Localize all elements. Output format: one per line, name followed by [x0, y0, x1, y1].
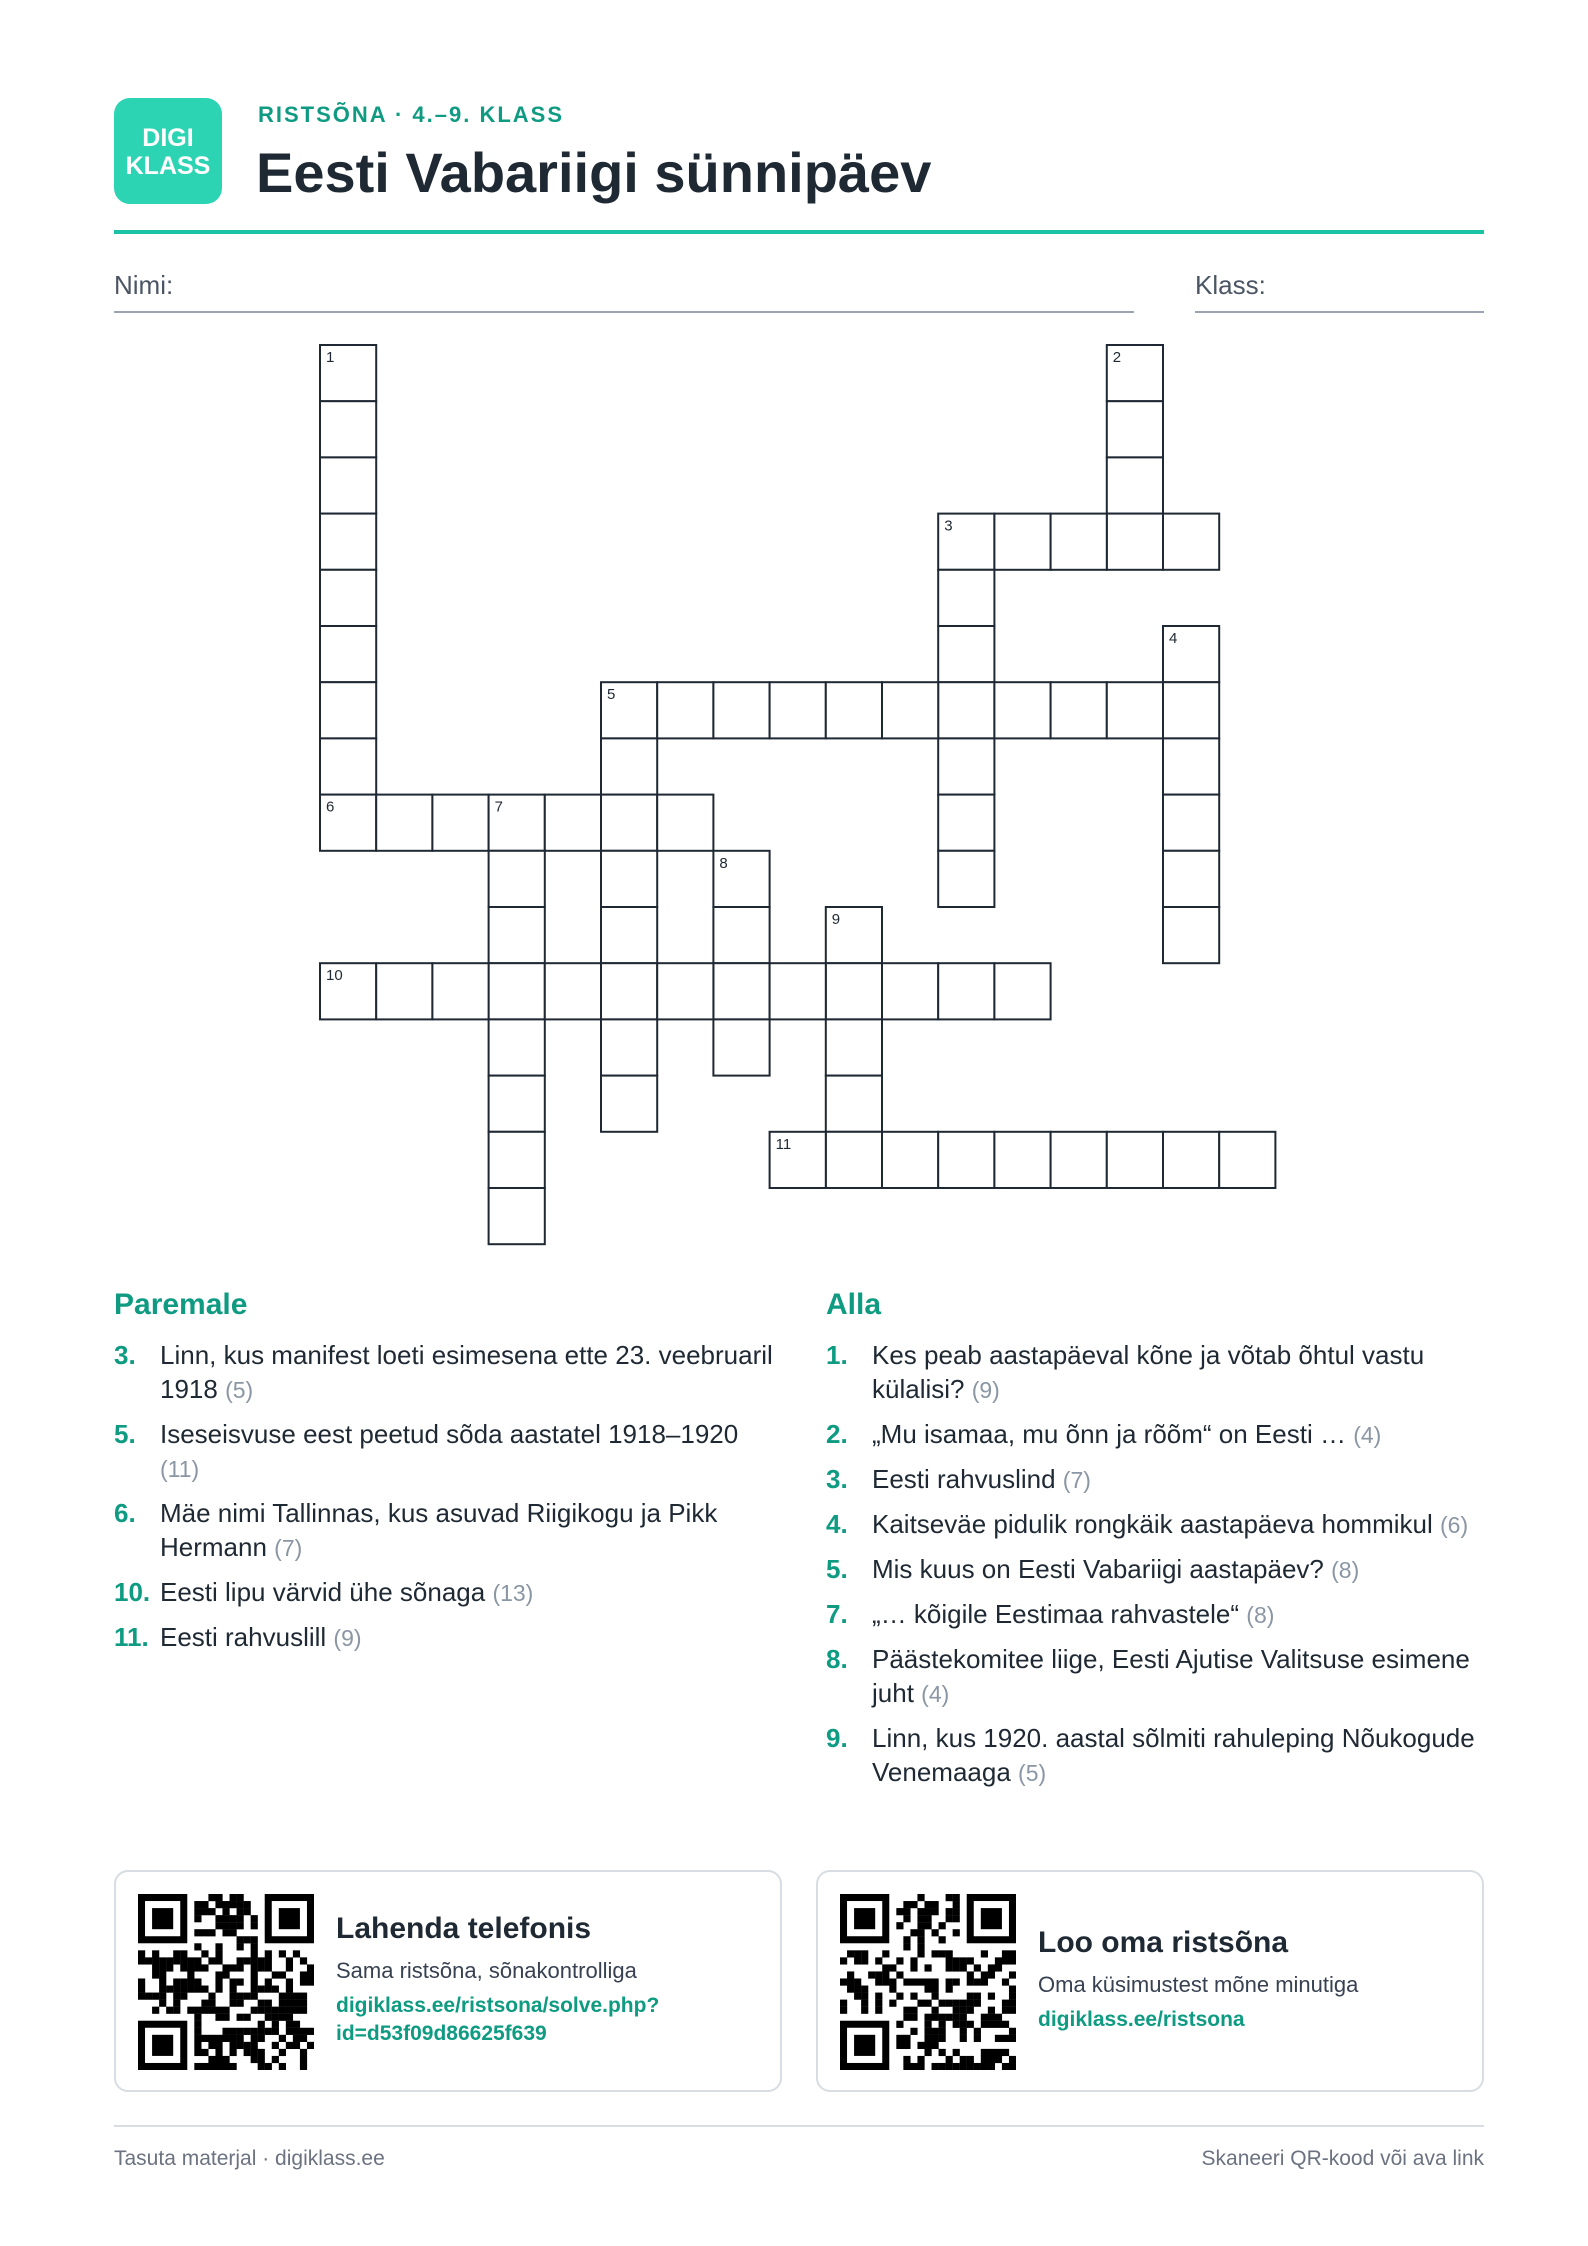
clue-text: Kaitseväe pidulik rongkäik aastapäeva hommikul [872, 1509, 1433, 1539]
across-clue-list [114, 1338, 774, 1665]
crossword-cell[interactable] [713, 1019, 769, 1075]
clue-length: (13) [492, 1580, 534, 1606]
clue-down-7 [826, 1597, 1486, 1632]
crossword-cell[interactable] [938, 570, 994, 626]
clue-length: (4) [1353, 1422, 1382, 1448]
solve-link[interactable]: digiklass.ee/ristsona/solve.php?id=d53f09d86625f639 [336, 1994, 660, 2045]
clue-length: (4) [921, 1681, 950, 1707]
crossword-cell[interactable] [320, 626, 376, 682]
clue-number: 6. [114, 1498, 136, 1528]
clue-number: 9. [826, 1723, 848, 1753]
clue-down-8 [826, 1642, 1486, 1711]
down-heading: Alla [826, 1288, 882, 1321]
clue-length: (9) [971, 1377, 1000, 1403]
crossword-cell[interactable] [601, 907, 657, 963]
crossword-cell[interactable] [376, 963, 432, 1019]
solve-on-phone-card[interactable] [114, 1870, 782, 2092]
crossword-cell[interactable] [1051, 514, 1107, 570]
footer-divider [114, 2125, 1484, 2127]
crossword-cell[interactable] [1163, 851, 1219, 907]
crossword-cell[interactable] [994, 514, 1050, 570]
crossword-cell[interactable] [713, 682, 769, 738]
clue-length: (11) [160, 1456, 200, 1482]
logo-line-2: KLASS [125, 152, 211, 180]
crossword-cell[interactable] [882, 963, 938, 1019]
clue-across-3 [114, 1338, 774, 1407]
clue-across-11 [114, 1620, 774, 1655]
crossword-cell[interactable] [1163, 682, 1219, 738]
crossword-cell[interactable] [882, 1132, 938, 1188]
clue-text: Kes peab aastapäeval kõne ja võtab õhtul vastu külalisi? [872, 1340, 1425, 1404]
crossword-cell[interactable] [376, 795, 432, 851]
create-crossword-card[interactable] [816, 1870, 1484, 2092]
clue-number: 2. [826, 1419, 848, 1449]
qr-code-solve[interactable] [138, 1894, 314, 2070]
crossword-cell[interactable] [1051, 1132, 1107, 1188]
crossword-cell[interactable] [320, 457, 376, 513]
card-title: Lahenda telefonis [336, 1912, 592, 1945]
crossword-cell[interactable] [713, 963, 769, 1019]
clue-across-6 [114, 1496, 774, 1565]
crossword-cell[interactable] [1107, 401, 1163, 457]
crossword-cell[interactable] [1163, 1132, 1219, 1188]
cell-number: 9 [831, 911, 841, 928]
crossword-cell[interactable] [320, 401, 376, 457]
crossword-cell[interactable] [826, 682, 882, 738]
logo-line-1: DIGI [142, 124, 194, 152]
clue-text: Eesti rahvuslill [160, 1622, 327, 1652]
clue-down-9 [826, 1721, 1486, 1790]
clue-text: „Mu isamaa, mu õnn ja rõõm“ on Eesti … [872, 1419, 1346, 1449]
clue-length: (7) [1062, 1467, 1091, 1493]
crossword-cell[interactable] [657, 963, 713, 1019]
crossword-cell[interactable] [1051, 682, 1107, 738]
crossword-cell[interactable] [994, 682, 1050, 738]
create-link[interactable]: digiklass.ee/ristsona [1038, 2008, 1245, 2031]
crossword-cell[interactable] [432, 795, 488, 851]
clue-down-5 [826, 1552, 1486, 1587]
clue-number: 4. [826, 1509, 848, 1539]
crossword-cell[interactable] [432, 963, 488, 1019]
clue-number: 5. [114, 1419, 136, 1449]
qr-code-create[interactable] [840, 1894, 1016, 2070]
crossword-cell[interactable] [938, 795, 994, 851]
clue-length: (8) [1246, 1602, 1275, 1628]
down-clue-list [826, 1338, 1486, 1800]
crossword-cell[interactable] [657, 795, 713, 851]
cell-number: 10 [326, 967, 343, 985]
crossword-cell[interactable] [489, 963, 545, 1019]
crossword-cell[interactable] [320, 514, 376, 570]
crossword-cell[interactable] [770, 682, 826, 738]
crossword-cell[interactable] [601, 1019, 657, 1075]
worksheet-subtitle: RISTSÕNA · 4.–9. KLASS [258, 102, 565, 127]
card-title: Loo oma ristsõna [1038, 1926, 1289, 1959]
card-subtitle: Oma küsimustest mõne minutiga [1038, 1972, 1359, 1997]
crossword-cell[interactable] [1107, 682, 1163, 738]
crossword-cell[interactable] [1219, 1132, 1275, 1188]
clue-number: 10. [114, 1577, 151, 1607]
crossword-cell[interactable] [994, 963, 1050, 1019]
crossword-cell[interactable] [1163, 795, 1219, 851]
clue-length: (5) [1018, 1760, 1047, 1786]
clue-length: (7) [274, 1535, 303, 1561]
crossword-cell[interactable] [826, 1019, 882, 1075]
clue-text: Päästekomitee liige, Eesti Ajutise Valitsuse esimene juht [872, 1644, 1470, 1708]
crossword-cell[interactable] [1163, 738, 1219, 794]
clue-number: 7. [826, 1599, 848, 1629]
crossword-cell[interactable] [1107, 1132, 1163, 1188]
crossword-cell[interactable] [938, 1132, 994, 1188]
crossword-cell[interactable] [938, 682, 994, 738]
clue-text: Mäe nimi Tallinnas, kus asuvad Riigikogu ja Pikk Hermann [160, 1498, 718, 1562]
clue-length: (9) [333, 1625, 362, 1651]
name-label: Nimi: [114, 270, 174, 300]
clue-length: (6) [1440, 1512, 1469, 1538]
clue-length: (8) [1331, 1557, 1360, 1583]
crossword-cell[interactable] [545, 963, 601, 1019]
page-title: Eesti Vabariigi sünnipäev [256, 141, 932, 204]
cell-number: 3 [944, 517, 953, 535]
crossword-cell[interactable] [601, 1076, 657, 1132]
clue-down-3 [826, 1462, 1486, 1497]
crossword-cell[interactable] [826, 963, 882, 1019]
cell-number: 7 [494, 798, 503, 816]
crossword-cell[interactable] [489, 1188, 545, 1244]
crossword-cell[interactable] [545, 795, 601, 851]
crossword-cell[interactable] [994, 1132, 1050, 1188]
clue-text: Linn, kus manifest loeti esimesena ette 23. veebruaril 1918 [160, 1340, 773, 1404]
crossword-cell[interactable] [320, 738, 376, 794]
clue-number: 3. [826, 1464, 848, 1494]
clue-number: 8. [826, 1644, 848, 1674]
clue-across-10 [114, 1575, 774, 1610]
clue-text: Linn, kus 1920. aastal sõlmiti rahuleping Nõukogude Venemaaga [872, 1723, 1475, 1787]
clue-text: Mis kuus on Eesti Vabariigi aastapäev? [872, 1554, 1324, 1584]
clue-text: Eesti lipu värvid ühe sõnaga [160, 1577, 486, 1607]
crossword-cell[interactable] [938, 626, 994, 682]
cell-number: 2 [1112, 349, 1122, 366]
crossword-cell[interactable] [601, 795, 657, 851]
card-subtitle: Sama ristsõna, sõnakontrolliga [336, 1958, 637, 1983]
cell-number: 11 [775, 1135, 792, 1153]
crossword-cell[interactable] [1107, 514, 1163, 570]
crossword-cell[interactable] [320, 682, 376, 738]
crossword-cell[interactable] [489, 1019, 545, 1075]
crossword-cell[interactable] [1107, 457, 1163, 513]
cell-number: 1 [326, 349, 335, 366]
clue-number: 11. [114, 1622, 149, 1652]
crossword-cell[interactable] [489, 851, 545, 907]
footer-right: Skaneeri QR-kood või ava link [1201, 2147, 1484, 2170]
clue-number: 1. [826, 1340, 848, 1370]
crossword-cell[interactable] [657, 682, 713, 738]
crossword-cell[interactable] [713, 907, 769, 963]
crossword-cell[interactable] [938, 738, 994, 794]
crossword-cell[interactable] [601, 851, 657, 907]
clue-number: 5. [826, 1554, 848, 1584]
crossword-cell[interactable] [1163, 514, 1219, 570]
clue-down-1 [826, 1338, 1486, 1407]
across-heading: Paremale [114, 1288, 248, 1321]
clue-text: Iseseisvuse eest peetud sõda aastatel 1918–1920 [160, 1419, 739, 1449]
crossword-cell[interactable] [882, 682, 938, 738]
crossword-cell[interactable] [826, 1076, 882, 1132]
clue-number: 3. [114, 1340, 136, 1370]
cell-number: 5 [607, 686, 616, 704]
clue-text: „… kõigile Eestimaa rahvastele“ [872, 1599, 1240, 1629]
clue-length: (5) [225, 1377, 254, 1403]
crossword-cell[interactable] [770, 963, 826, 1019]
cell-number: 8 [719, 854, 728, 872]
crossword-cell[interactable] [601, 738, 657, 794]
clue-across-5 [114, 1417, 774, 1486]
crossword-cell[interactable] [489, 1076, 545, 1132]
crossword-cell[interactable] [601, 963, 657, 1019]
crossword-cell[interactable] [489, 907, 545, 963]
crossword-cell[interactable] [938, 963, 994, 1019]
crossword-cell[interactable] [320, 570, 376, 626]
crossword-cell[interactable] [826, 1132, 882, 1188]
cell-number: 4 [1169, 630, 1178, 647]
cell-number: 6 [326, 798, 335, 816]
clue-text: Eesti rahvuslind [872, 1464, 1056, 1494]
clue-down-4 [826, 1507, 1486, 1542]
crossword-cell[interactable] [1163, 907, 1219, 963]
crossword-cell[interactable] [938, 851, 994, 907]
clue-down-2 [826, 1417, 1486, 1452]
crossword-cell[interactable] [489, 1132, 545, 1188]
footer-left: Tasuta materjal · digiklass.ee [114, 2147, 385, 2170]
class-label: Klass: [1195, 270, 1266, 300]
